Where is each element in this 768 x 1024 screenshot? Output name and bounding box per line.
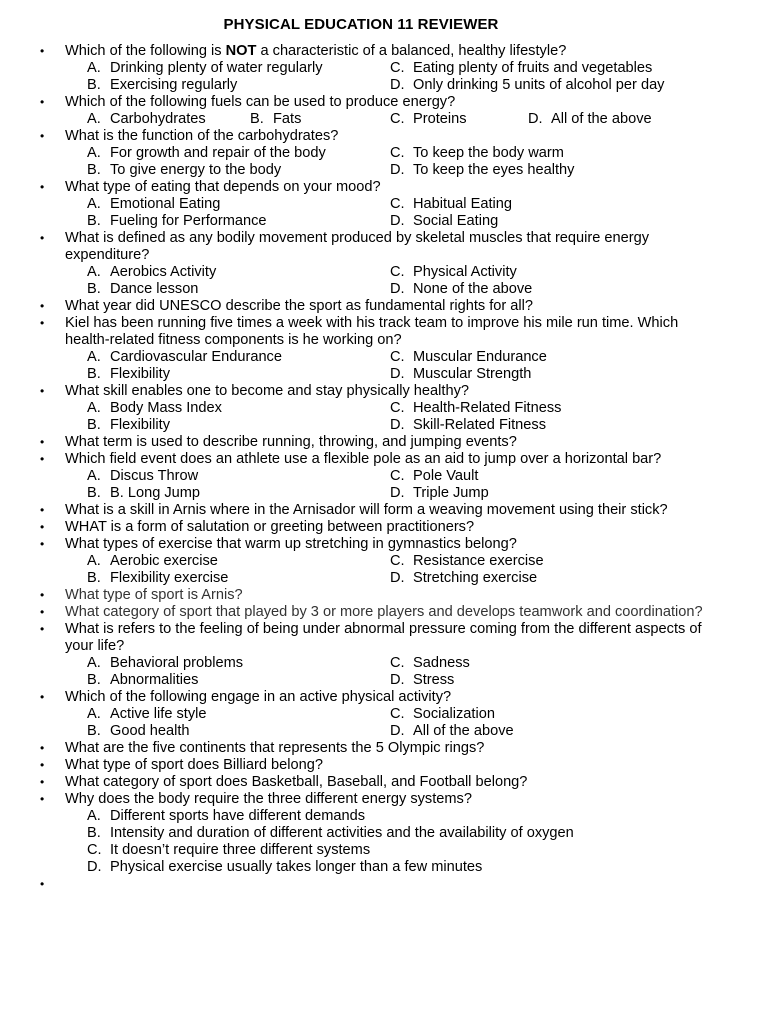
answer-options (65, 706, 708, 740)
question-item (0, 179, 768, 230)
bullet-glyph: • (40, 775, 45, 789)
question-item (0, 128, 768, 179)
option-letter: B. (87, 417, 101, 433)
bullet-glyph: • (40, 877, 45, 891)
option-text: Physical exercise usually takes longer than a few minutes (110, 859, 483, 875)
option-row (65, 468, 708, 485)
option-letter: D. (390, 417, 405, 433)
answer-option (87, 281, 198, 298)
answer-option (390, 196, 512, 213)
option-text: To keep the eyes healthy (413, 162, 575, 178)
answer-option (87, 706, 207, 723)
option-text: Flexibility (110, 366, 171, 382)
option-letter: D. (390, 485, 405, 501)
option-text: Social Eating (413, 213, 499, 229)
answer-options (65, 145, 708, 179)
answer-option (390, 655, 470, 672)
option-letter: A. (87, 60, 101, 76)
answer-option (390, 400, 561, 417)
question-text: What year did UNESCO describe the sport as fundamental rights for all? (65, 298, 534, 314)
option-row (65, 111, 708, 128)
answer-option (87, 196, 220, 213)
answer-option (390, 111, 467, 128)
answer-option (390, 723, 514, 740)
option-letter: C. (390, 706, 405, 722)
option-row (65, 162, 708, 179)
answer-option (87, 162, 281, 179)
answer-option (87, 349, 282, 366)
question-item (0, 621, 768, 689)
option-letter: D. (390, 570, 405, 586)
question-item (0, 94, 768, 128)
answer-options (65, 808, 708, 876)
option-letter: C. (87, 842, 102, 858)
option-row (65, 706, 708, 723)
option-letter: A. (87, 264, 101, 280)
answer-option (528, 111, 652, 128)
answer-option (87, 366, 170, 383)
option-row (65, 859, 708, 876)
answer-option (87, 825, 574, 842)
option-row (65, 570, 708, 587)
question-item (0, 689, 768, 740)
option-row (65, 60, 708, 77)
question-text: Which of the following fuels can be used to produce energy? (65, 94, 456, 110)
question-text: What is a skill in Arnis where in the Arnisador will form a weaving movement using their stick? (65, 502, 668, 518)
answer-option (87, 400, 222, 417)
question-item (0, 740, 768, 757)
option-letter: A. (87, 349, 101, 365)
answer-options (65, 264, 708, 298)
option-row (65, 77, 708, 94)
answer-option (250, 111, 301, 128)
option-row (65, 349, 708, 366)
option-text: Pole Vault (413, 468, 479, 484)
option-letter: C. (390, 111, 405, 127)
answer-option (390, 485, 489, 502)
option-text: Only drinking 5 units of alcohol per day (413, 77, 665, 93)
bullet-glyph: • (40, 180, 45, 194)
answer-option (87, 417, 170, 434)
bullet-glyph: • (40, 520, 45, 534)
option-letter: B. (87, 281, 101, 297)
question-item (0, 876, 768, 893)
option-row (65, 145, 708, 162)
option-letter: B. (87, 570, 101, 586)
option-letter: C. (390, 468, 405, 484)
question-item (0, 519, 768, 536)
option-text: To keep the body warm (413, 145, 564, 161)
answer-options (65, 196, 708, 230)
option-text: Sadness (413, 655, 470, 671)
option-text: Cardiovascular Endurance (110, 349, 282, 365)
option-row (65, 723, 708, 740)
answer-option (87, 723, 190, 740)
bullet-glyph: • (40, 588, 45, 602)
option-letter: D. (390, 162, 405, 178)
option-letter: B. (87, 485, 101, 501)
answer-option (390, 77, 664, 94)
option-row (65, 655, 708, 672)
option-text: For growth and repair of the body (110, 145, 326, 161)
option-text: Resistance exercise (413, 553, 544, 569)
option-text: Different sports have different demands (110, 808, 365, 824)
option-row (65, 808, 708, 825)
question-item (0, 298, 768, 315)
answer-option (87, 570, 228, 587)
answer-options (65, 111, 708, 128)
option-letter: A. (87, 468, 101, 484)
question-item (0, 315, 768, 383)
bullet-glyph: • (40, 758, 45, 772)
question-item (0, 791, 768, 876)
option-text: Aerobics Activity (110, 264, 217, 280)
answer-option (390, 672, 454, 689)
option-letter: D. (528, 111, 543, 127)
bullet-glyph: • (40, 622, 45, 636)
bullet-glyph: • (40, 537, 45, 551)
option-letter: D. (390, 281, 405, 297)
option-text: Physical Activity (413, 264, 517, 280)
question-item (0, 536, 768, 587)
answer-option (87, 808, 365, 825)
option-letter: C. (390, 196, 405, 212)
option-text: Triple Jump (413, 485, 489, 501)
option-row (65, 281, 708, 298)
option-row (65, 672, 708, 689)
bullet-glyph: • (40, 384, 45, 398)
option-text: Dance lesson (110, 281, 199, 297)
option-text: Abnormalities (110, 672, 199, 688)
question-text: What category of sport that played by 3 or more players and develops teamwork and coordination? (65, 604, 703, 620)
option-text: Health-Related Fitness (413, 400, 562, 416)
option-text: Drinking plenty of water regularly (110, 60, 323, 76)
question-text: What term is used to describe running, throwing, and jumping events? (65, 434, 517, 450)
option-letter: A. (87, 400, 101, 416)
option-letter: B. (87, 162, 101, 178)
answer-option (390, 468, 478, 485)
question-text: Which field event does an athlete use a flexible pole as an aid to jump over a horizontal bar? (65, 451, 662, 467)
bullet-glyph: • (40, 299, 45, 313)
option-row (65, 825, 708, 842)
answer-option (390, 281, 532, 298)
answer-option (87, 655, 243, 672)
question-item (0, 587, 768, 604)
option-letter: D. (390, 723, 405, 739)
question-list (0, 43, 768, 893)
bullet-glyph: • (40, 503, 45, 517)
question-text: What type of eating that depends on your mood? (65, 179, 381, 195)
question-text: What type of sport does Billiard belong? (65, 757, 323, 773)
option-letter: A. (87, 655, 101, 671)
option-letter: D. (390, 672, 405, 688)
option-letter: A. (87, 196, 101, 212)
option-text: Stress (413, 672, 455, 688)
bullet-glyph: • (40, 452, 45, 466)
option-letter: C. (390, 60, 405, 76)
question-text: What types of exercise that warm up stretching in gymnastics belong? (65, 536, 517, 552)
question-text: What category of sport does Basketball, Baseball, and Football belong? (65, 774, 528, 790)
bullet-glyph: • (40, 231, 45, 245)
option-letter: D. (87, 859, 102, 875)
bullet-glyph: • (40, 792, 45, 806)
question-item (0, 230, 768, 298)
answer-option (390, 264, 517, 281)
option-letter: A. (87, 145, 101, 161)
answer-option (390, 213, 498, 230)
option-row (65, 842, 708, 859)
answer-option (87, 672, 198, 689)
option-text: None of the above (413, 281, 533, 297)
option-row (65, 485, 708, 502)
question-text-part: Which of the following is (65, 43, 226, 59)
question-text: What skill enables one to become and stay physically healthy? (65, 383, 469, 399)
option-letter: B. (87, 366, 101, 382)
option-text: All of the above (413, 723, 514, 739)
option-text: Active life style (110, 706, 207, 722)
answer-option (390, 349, 547, 366)
answer-option (390, 366, 531, 383)
question-item (0, 451, 768, 502)
option-letter: B. (87, 723, 101, 739)
answer-option (87, 553, 218, 570)
option-text: Flexibility (110, 417, 171, 433)
option-row (65, 417, 708, 434)
answer-option (390, 417, 546, 434)
option-text: Emotional Eating (110, 196, 221, 212)
option-text: To give energy to the body (110, 162, 282, 178)
option-row (65, 264, 708, 281)
option-letter: C. (390, 553, 405, 569)
question-text: Kiel has been running five times a week with his track team to improve his mile run time. Which health-related fitness components is he working on? (65, 315, 679, 348)
question-text: What is refers to the feeling of being under abnormal pressure coming from the different aspects of your life? (65, 621, 702, 654)
option-letter: D. (390, 213, 405, 229)
question-text-emphasis: NOT (225, 43, 257, 59)
answer-option (87, 77, 237, 94)
option-text: Eating plenty of fruits and vegetables (413, 60, 653, 76)
option-letter: C. (390, 145, 405, 161)
question-item (0, 604, 768, 621)
option-text: Flexibility exercise (110, 570, 229, 586)
option-letter: A. (87, 111, 101, 127)
bullet-glyph: • (40, 435, 45, 449)
option-text: Exercising regularly (110, 77, 238, 93)
bullet-glyph: • (40, 605, 45, 619)
answer-option (390, 553, 544, 570)
option-letter: C. (390, 264, 405, 280)
answer-option (390, 570, 537, 587)
bullet-glyph: • (40, 44, 45, 58)
bullet-glyph: • (40, 129, 45, 143)
answer-option (390, 145, 564, 162)
option-text: Behavioral problems (110, 655, 244, 671)
option-text: Habitual Eating (413, 196, 512, 212)
question-text: What is the function of the carbohydrates? (65, 128, 339, 144)
answer-options (65, 655, 708, 689)
question-text: What is defined as any bodily movement produced by skeletal muscles that require energy expenditure? (65, 230, 650, 263)
option-row (65, 553, 708, 570)
answer-option (87, 859, 482, 876)
option-text: Intensity and duration of different activities and the availability of oxygen (110, 825, 574, 841)
page-title: PHYSICAL EDUCATION 11 REVIEWER (223, 16, 499, 33)
option-text: Proteins (413, 111, 467, 127)
answer-option (390, 706, 495, 723)
answer-option (87, 468, 198, 485)
answer-option (390, 162, 574, 179)
option-letter: A. (87, 706, 101, 722)
option-text: B. Long Jump (110, 485, 201, 501)
option-text: It doesn’t require three different systems (110, 842, 371, 858)
option-text: Carbohydrates (110, 111, 206, 127)
question-item (0, 383, 768, 434)
question-item (0, 434, 768, 451)
option-text: All of the above (551, 111, 652, 127)
bullet-glyph: • (40, 316, 45, 330)
answer-option (87, 264, 216, 281)
option-letter: C. (390, 400, 405, 416)
bullet-glyph: • (40, 741, 45, 755)
option-text: Muscular Endurance (413, 349, 547, 365)
question-item (0, 43, 768, 94)
bullet-glyph: • (40, 95, 45, 109)
option-text: Fueling for Performance (110, 213, 267, 229)
option-row (65, 400, 708, 417)
answer-options (65, 400, 708, 434)
option-text: Muscular Strength (413, 366, 532, 382)
answer-option (87, 213, 267, 230)
answer-option (87, 485, 200, 502)
option-letter: C. (390, 655, 405, 671)
option-text: Stretching exercise (413, 570, 538, 586)
option-text: Aerobic exercise (110, 553, 218, 569)
option-letter: D. (390, 366, 405, 382)
answer-options (65, 468, 708, 502)
question-item (0, 757, 768, 774)
question-text: Why does the body require the three different energy systems? (65, 791, 472, 807)
option-letter: C. (390, 349, 405, 365)
option-letter: B. (87, 213, 101, 229)
option-letter: B. (87, 825, 101, 841)
question-text-part: a characteristic of a balanced, healthy lifestyle? (256, 43, 567, 59)
option-text: Skill-Related Fitness (413, 417, 547, 433)
question-item (0, 502, 768, 519)
question-text: WHAT is a form of salutation or greeting between practitioners? (65, 519, 475, 535)
answer-option (87, 111, 206, 128)
option-row (65, 213, 708, 230)
answer-options (65, 60, 708, 94)
question-text (65, 43, 708, 60)
option-row (65, 366, 708, 383)
option-text: Discus Throw (110, 468, 199, 484)
answer-option (87, 60, 323, 77)
option-text: Socialization (413, 706, 495, 722)
option-text: Fats (273, 111, 302, 127)
question-text: Which of the following engage in an active physical activity? (65, 689, 452, 705)
option-letter: D. (390, 77, 405, 93)
option-letter: A. (87, 808, 101, 824)
option-letter: B. (87, 672, 101, 688)
question-text: What type of sport is Arnis? (65, 587, 243, 603)
question-text: What are the five continents that represents the 5 Olympic rings? (65, 740, 485, 756)
question-item (0, 774, 768, 791)
answer-option (87, 145, 326, 162)
option-row (65, 196, 708, 213)
option-text: Body Mass Index (110, 400, 222, 416)
answer-option (87, 842, 370, 859)
answer-option (390, 60, 652, 77)
answer-options (65, 349, 708, 383)
option-letter: B. (250, 111, 264, 127)
option-letter: A. (87, 553, 101, 569)
option-letter: B. (87, 77, 101, 93)
bullet-glyph: • (40, 690, 45, 704)
question-text (65, 876, 708, 893)
option-text: Good health (110, 723, 190, 739)
answer-options (65, 553, 708, 587)
